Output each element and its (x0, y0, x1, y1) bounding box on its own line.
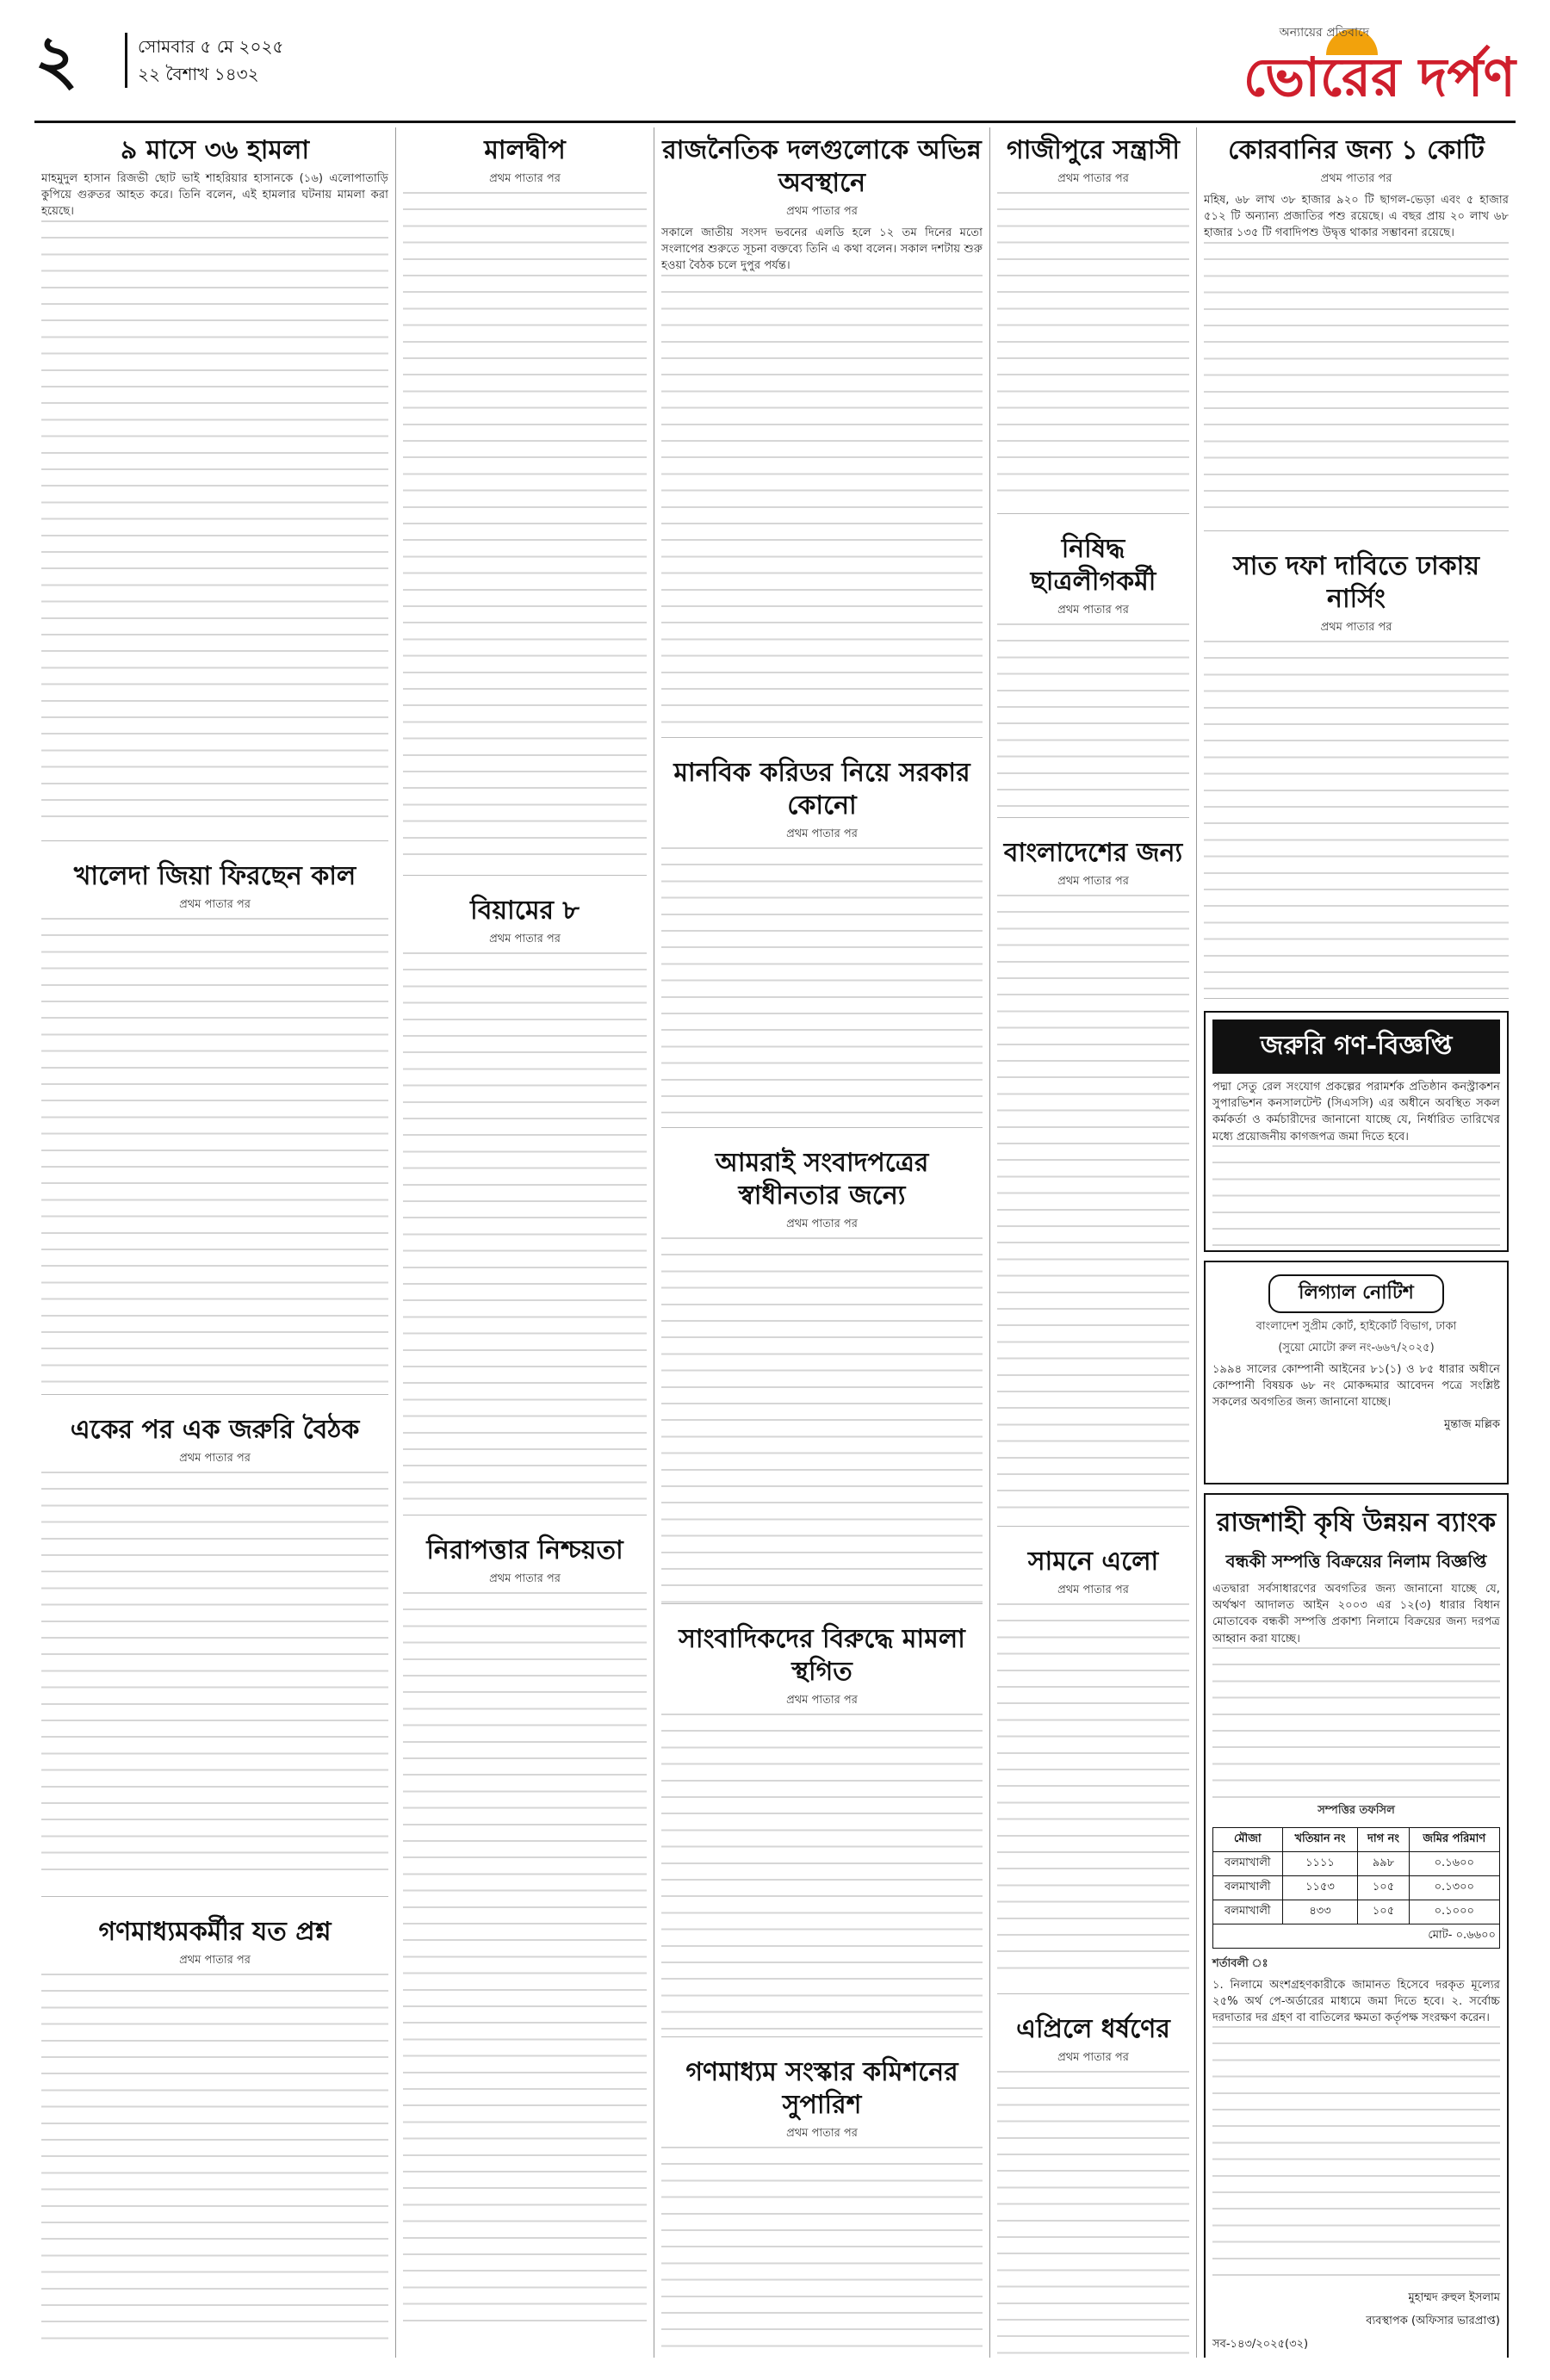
brand (1243, 22, 1516, 112)
tagline: অন্যায়ের প্রতিবাদে (1279, 26, 1369, 40)
story-jump: প্রথম পাতার পর (1057, 1584, 1129, 1596)
story-headline: ৯ মাসে ৩৬ হামলা (120, 135, 310, 165)
table-cell: ১১১১ (1282, 1851, 1358, 1875)
table-cell: বলমাখালী (1213, 1900, 1283, 1924)
story-body: সকালে জাতীয় সংসদ ভবনের এলডি হলে ১২ তম দিনের মতো সংলাপের শুরুতে সূচনা বক্তব্যে তিনি এ কথা বলেন। সকাল দশটায় শুরু হওয়া বৈঠক চলে দুপুর পর্যন্ত। (661, 226, 983, 273)
terms-text-lines (1212, 2026, 1500, 2284)
story-jump: প্রথম পাতার পর (1320, 621, 1392, 634)
story-cases-suspended (661, 1616, 983, 2037)
story-headline: সাংবাদিকদের বিরুদ্ধে মামলা স্থগিত (679, 1624, 965, 1687)
terms-title: শর্তাবলী ঃ (1212, 1956, 1268, 1970)
table-cell: ০.১৬০০ (1409, 1851, 1499, 1875)
story-text-lines (403, 192, 647, 864)
story-jump: প্রথম পাতার পর (179, 1452, 251, 1465)
story-text-lines (41, 220, 388, 823)
story-political-parties (661, 127, 983, 738)
story-text-lines (403, 952, 647, 1503)
story-jump: প্রথম পাতার পর (786, 205, 858, 218)
story-headline: নিরাপত্তার নিশ্চয়তা (426, 1535, 623, 1565)
story-jump: প্রথম পাতার পর (179, 898, 251, 911)
story-journalist-questions (41, 1909, 388, 2358)
legal-court: বাংলাদেশ সুপ্রীম কোর্ট, হাইকোর্ট বিভাগ, ঢাকা (1256, 1320, 1457, 1333)
story-jump: প্রথম পাতার পর (786, 2127, 858, 2140)
story-khaleda-returns (41, 853, 388, 1395)
notice-title: জরুরি গণ-বিজ্ঞপ্তি (1212, 1020, 1500, 1074)
story-text-lines (997, 623, 1189, 818)
bank-name: রাজশাহী কৃষি উন্নয়ন ব্যাংক (1216, 1508, 1497, 1538)
paper-name: ভোরের দর্পণ (1243, 46, 1516, 108)
table-cell: ৪৩৩ (1282, 1900, 1358, 1924)
story-security-assurance (403, 1528, 647, 2344)
masthead (34, 17, 1516, 123)
date-bengali: ২২ বৈশাখ ১৪৩২ (125, 60, 283, 88)
story-jump: প্রথম পাতার পর (786, 1218, 858, 1230)
story-maldives (403, 127, 647, 876)
story-headline: সাত দফা দাবিতে ঢাকায় নার্সিং (1232, 551, 1480, 614)
story-came-to-light (997, 1539, 1189, 1994)
story-text-lines (1204, 242, 1509, 518)
story-qurbani-1-crore (1204, 127, 1509, 531)
story-headline: খালেদা জিয়া ফিরছেন কাল (73, 861, 356, 891)
story-gazipur-terrorist (997, 127, 1189, 514)
column-3 (654, 127, 990, 2358)
story-jump: প্রথম পাতার পর (1057, 172, 1129, 185)
legal-signer: মুন্তাজ মল্লিক (1444, 1417, 1500, 1431)
story-text-lines (41, 1472, 388, 1885)
table-cell: ১০৫ (1358, 1900, 1409, 1924)
table-cell: বলমাখালী (1213, 1851, 1283, 1875)
story-jump: প্রথম পাতার পর (1057, 2051, 1129, 2064)
story-banned-chhatraleague (997, 526, 1189, 818)
story-for-bangladesh (997, 830, 1189, 1527)
story-text-lines (997, 1603, 1189, 1982)
story-body: মাহমুদুল হাসান রিজভী ছোট ভাই শাহরিয়ার হাসানকে (১৬) এলোপাতাড়ি কুপিয়ে গুরুতর আহত করে। তিনি বলেন, এই হামলার ঘটনায় মামলা করা হয়েছে। (41, 172, 388, 219)
story-jump: প্রথম পাতার পর (489, 933, 561, 945)
legal-text: ১৯৯৪ সালের কোম্পানী আইনের ৮১(১) ও ৮৫ ধারার অধীনে কোম্পানী বিষয়ক ৬৮ নং মোকদ্দমার আবেদন পত্রে সংশ্লিষ্ট সকলের অবগতির জন্য জানানো যাচ্ছে। (1212, 1363, 1500, 1410)
story-headline: বাংলাদেশের জন্য (1003, 838, 1183, 868)
story-jump: প্রথম পাতার পর (786, 827, 858, 840)
story-media-reform (661, 2049, 983, 2358)
bank-signer-title: ব্যবস্থাপক (অফিসার ভারপ্রাপ্ত) (1366, 2315, 1500, 2328)
col-header: মৌজা (1213, 1827, 1283, 1851)
column-1 (34, 127, 396, 2358)
bank-sub: বন্ধকী সম্পত্তি বিক্রয়ের নিলাম বিজ্ঞপ্তি (1225, 1551, 1487, 1571)
date-block (125, 33, 283, 88)
story-headline: গণমাধ্যম সংস্কার কমিশনের সুপারিশ (685, 2057, 958, 2120)
bank-ref: সব-১৪৩/২০২৫(৩২) (1212, 2338, 1309, 2352)
legal-sub: (সুয়ো মোটো রুল নং-৬৬৭/২০২৫) (1278, 1342, 1435, 1354)
story-headline: একের পর এক জরুরি বৈঠক (70, 1415, 360, 1445)
story-text-lines (661, 2147, 983, 2358)
story-jump: প্রথম পাতার পর (786, 1694, 858, 1707)
story-nursing-7-demands (1204, 543, 1509, 999)
story-humanitarian-corridor (661, 750, 983, 1128)
story-text-lines (41, 1974, 388, 2352)
page-number: ২ (34, 21, 78, 99)
story-headline: এপ্রিলে ধর্ষণের (1016, 2014, 1170, 2044)
table-cell: ০.১০০০ (1409, 1900, 1499, 1924)
col-header: জমির পরিমাণ (1409, 1827, 1499, 1851)
story-headline: আমরাই সংবাদপত্রের স্বাধীনতার জন্যে (715, 1148, 929, 1211)
page-columns (34, 127, 1516, 2358)
notice-text-lines (1212, 1145, 1500, 1249)
public-notice-ad (1204, 1011, 1509, 1252)
story-text-lines (997, 2071, 1189, 2358)
col-header: দাগ নং (1358, 1827, 1409, 1851)
story-text-lines (661, 1714, 983, 2037)
story-jump: প্রথম পাতার পর (1057, 604, 1129, 617)
bank-text-lines (1212, 1647, 1500, 1802)
story-headline: রাজনৈতিক দলগুলোকে অভিন্ন অবস্থানে (662, 135, 982, 198)
story-jump: প্রথম পাতার পর (179, 1954, 251, 1967)
story-text-lines (1204, 641, 1509, 999)
story-press-freedom (661, 1140, 983, 1604)
story-text-lines (41, 918, 388, 1383)
story-text-lines (997, 895, 1189, 1515)
table-header-row (1213, 1827, 1500, 1851)
column-4 (990, 127, 1197, 2358)
legal-notice-ad (1204, 1261, 1509, 1484)
table-total-row (1213, 1924, 1500, 1948)
story-text-lines (997, 192, 1189, 502)
story-text-lines (661, 275, 983, 738)
table-total: মোট- ০.৬৬০০ (1213, 1924, 1500, 1948)
story-headline: মানবিক করিডর নিয়ে সরকার কোনো (673, 758, 970, 821)
story-headline: বিয়ামের ৮ (470, 896, 580, 926)
bank-signer: মুহাম্মদ রুহুল ইসলাম (1408, 2291, 1500, 2305)
story-jump: প্রথম পাতার পর (489, 172, 561, 185)
table-cell: ৯৯৮ (1358, 1851, 1409, 1875)
legal-title: লিগ্যাল নোটিশ (1268, 1274, 1444, 1313)
table-row (1213, 1851, 1500, 1875)
story-emergency-meetings (41, 1407, 388, 1897)
story-april-rape (997, 2006, 1189, 2358)
story-headline: সামনে এলো (1027, 1546, 1159, 1577)
table-cell: ১০৫ (1358, 1875, 1409, 1900)
story-body: মহিষ, ৬৮ লাখ ৩৮ হাজার ৯২০ টি ছাগল-ভেড়া এবং ৫ হাজার ৫১২ টি অন্যান্য প্রজাতির পশু রয়েছে। এ বছর প্রায় ২০ লাখ ৬৮ হাজার ১৩৫ টি গবাদিপশু উদ্বৃত্ত থাকার সম্ভাবনা রয়েছে। (1204, 194, 1509, 240)
story-jump: প্রথম পাতার পর (1057, 875, 1129, 888)
table-title: সম্পত্তির তফসিল (1318, 1803, 1395, 1817)
terms-text: ১. নিলামে অংশগ্রহণকারীকে জামানত হিসেবে দরকৃত মূল্যের ২৫% অর্থ পে-অর্ডারের মাধ্যমে জমা দিতে হবে। ২. সর্বোচ্চ দরদাতার দর গ্রহণ বা বাতিলের ক্ষমতা কর্তৃপক্ষ সংরক্ষণ করেন। (1212, 1978, 1500, 2025)
story-9-months-36-attacks (41, 127, 388, 841)
story-jump: প্রথম পাতার পর (1320, 172, 1392, 185)
story-headline: মালদ্বীপ (484, 135, 566, 165)
column-2 (396, 127, 654, 2358)
table-cell: বলমাখালী (1213, 1875, 1283, 1900)
property-table (1212, 1827, 1500, 1949)
col-header: খতিয়ান নং (1282, 1827, 1358, 1851)
column-5 (1197, 127, 1516, 2358)
story-headline: কোরবানির জন্য ১ কোটি (1228, 135, 1485, 165)
bank-auction-ad (1204, 1493, 1509, 2358)
story-headline: নিষিদ্ধ ছাত্রলীগকর্মী (1030, 534, 1156, 597)
story-jump: প্রথম পাতার পর (489, 1572, 561, 1585)
notice-text: পদ্মা সেতু রেল সংযোগ প্রকল্পের পরামর্শক প্রতিষ্ঠান কনস্ট্রাকশন সুপারভিশন কনসালটেন্ট (সিএসসি) এর অধীনে অবস্থিত সকল কর্মকর্তা ও কর্মচারীদের জানানো যাচ্ছে যে, নির্ধারিত তারিখের মধ্যে প্রয়োজনীয় কাগজপত্র জমা দিতে হবে। (1212, 1081, 1500, 1144)
story-text-lines (403, 1592, 647, 2333)
story-biam-8 (403, 888, 647, 1515)
story-text-lines (661, 847, 983, 1128)
story-text-lines (661, 1237, 983, 1604)
table-row (1213, 1900, 1500, 1924)
table-cell: ১১৫৩ (1282, 1875, 1358, 1900)
table-cell: ০.১৩০০ (1409, 1875, 1499, 1900)
story-headline: গণমাধ্যমকর্মীর যত প্রশ্ন (98, 1917, 332, 1947)
story-headline: গাজীপুরে সন্ত্রাসী (1007, 135, 1180, 165)
bank-text: এতদ্বারা সর্বসাধারণের অবগতির জন্য জানানো যাচ্ছে যে, অর্থঋণ আদালত আইন ২০০৩ এর ১২(৩) ধারার বিধান মোতাবেক বন্ধকী সম্পত্তি প্রকাশ্য নিলামে বিক্রয়ের জন্য দরপত্র আহ্বান করা যাচ্ছে। (1212, 1583, 1500, 1646)
table-row (1213, 1875, 1500, 1900)
date-gregorian: সোমবার ৫ মে ২০২৫ (125, 33, 283, 60)
